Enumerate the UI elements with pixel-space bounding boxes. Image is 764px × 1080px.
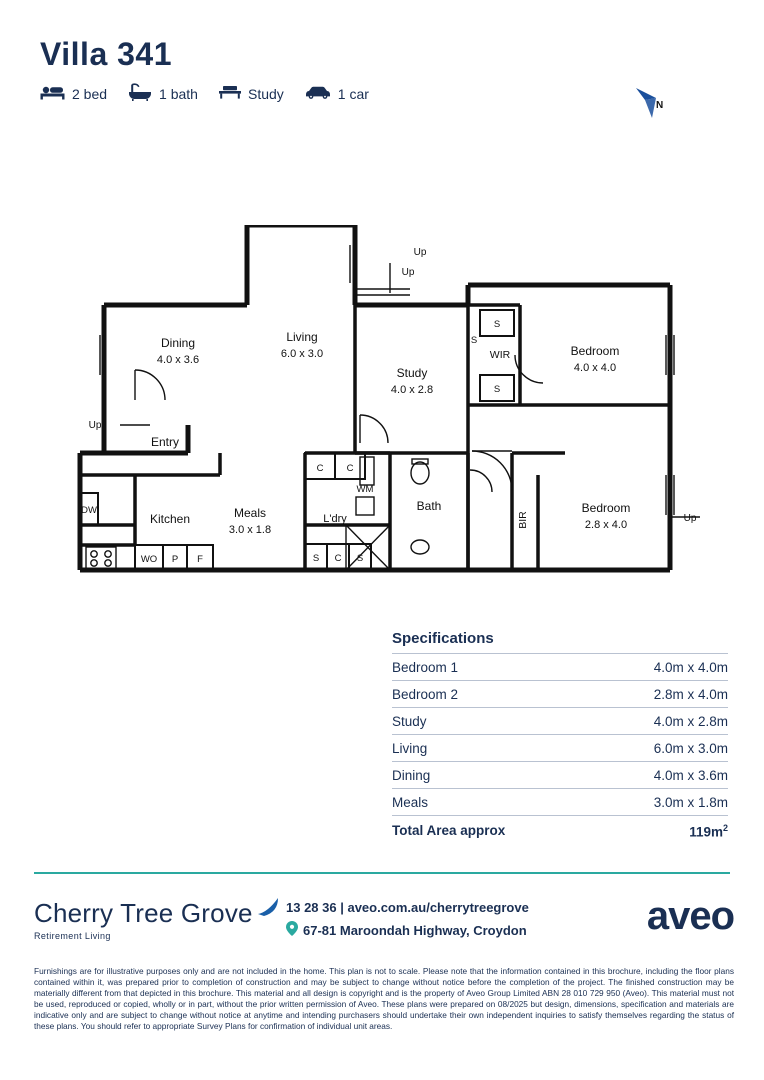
contact-address-row [286,921,529,939]
room-label-study: Study [396,366,428,380]
cupboard-label-s-2: S [356,553,364,564]
spec-row-total-area [392,816,728,845]
spec-row-bedroom-2 [392,681,728,708]
leaf-icon [256,896,282,923]
spec-label: Meals [392,795,429,810]
room-label-living: Living [286,330,318,344]
spec-row-bedroom-1 [392,654,728,681]
stair-up-label-3: Up [88,420,102,431]
page-title: Villa 341 [40,36,173,72]
bed-icon [40,84,66,103]
feature-row [40,83,383,104]
contact-address: 67-81 Maroondah Highway, Croydon [303,922,527,938]
room-label-entry: Entry [150,435,180,449]
stair-up-label-2: Up [401,267,415,278]
contact-block [286,900,529,939]
brand-tagline: Retirement Living [34,931,111,941]
room-label-bedroom-2: Bedroom [581,501,631,515]
specifications-table [392,630,728,845]
spec-value: 4.0m x 4.0m [653,660,728,675]
feature-bath-label: 1 bath [159,85,198,102]
feature-study [218,84,284,103]
room-label-meals: Meals [233,506,267,520]
cupboard-label-c-1: C [316,463,324,474]
room-label-wir: WIR [489,349,511,361]
cupboard-label-s-4: S [470,335,478,346]
room-label-bedroom-1: Bedroom [570,344,620,358]
specifications-title: Specifications [392,630,728,654]
appliance-label-wm: WM [356,484,374,495]
car-icon [304,84,332,103]
feature-bed [40,84,107,103]
brand-name: Cherry Tree Grove [34,898,253,928]
room-dims-living: 6.0 x 3.0 [280,348,324,360]
spec-row-study [392,708,728,735]
room-dims-meals: 3.0 x 1.8 [228,524,272,536]
appliance-label-wo: WO [140,554,158,565]
desk-icon [218,84,242,103]
stair-up-label-4: Up [683,513,697,524]
room-label-dining: Dining [160,336,196,350]
cupboard-label-c-3: C [334,553,342,564]
spec-value: 2.8m x 4.0m [653,687,728,702]
spec-total-unit: 2 [722,823,728,833]
stair-up-label-1: Up [413,247,427,258]
footer [34,890,734,960]
appliance-label-p: P [171,554,179,565]
room-dims-bedroom-1: 4.0 x 4.0 [573,362,617,374]
spec-label: Bedroom 1 [392,660,459,675]
contact-phone-web[interactable]: 13 28 36 | aveo.com.au/cherrytreegrove [286,900,529,915]
feature-car-label: 1 car [337,85,369,102]
compass-label: N [656,100,664,111]
room-dims-dining: 4.0 x 3.6 [156,354,200,366]
spec-value: 4.0m x 2.8m [653,714,728,729]
floor-plan [60,225,700,595]
cupboard-label-s-5: S [493,384,501,395]
spec-label: Bedroom 2 [392,687,459,702]
spec-label: Living [392,741,428,756]
feature-car [304,84,369,103]
map-pin-icon [286,921,298,939]
feature-study-label: Study [247,85,284,102]
spec-row-living [392,735,728,762]
cupboard-label-s-1: S [312,553,320,564]
appliance-label-dw: DW [81,505,97,516]
header [40,36,383,104]
room-label-bir: BIR [517,511,529,529]
room-label-bath: Bath [416,499,442,513]
spec-value: 6.0m x 3.0m [653,741,728,756]
spec-row-meals [392,789,728,816]
cupboard-label-c-2: C [346,463,354,474]
disclaimer-text: Furnishings are for illustrative purposes only and are not included in the home. This plan is not to scale. Please note that the information contained in this brochure, including the floor plans contained within it, was prepared prior to completion of construction and may be subject to change without notice before the completion of the project. The finished construction may be materially different from that depicted in this brochure. This material and all design is copyright and is the property of Aveo Group Limited ABN 28 010 729 950 (Aveo). This material must not be used, reproduced or copied, wholly or in part, without the prior written permission of Aveo. These plans were prepared on 08/2025 but design, dimensions, specification and materials are indicative only and are subject to change without notice at anytime and intending purchasers should undertake their own independent inquiries to satisfy themselves regarding the status of these plans. You should refer to appropriate Survey Plans for confirmation of individual unit areas. [34,966,734,1031]
floor-plan-svg [60,225,700,595]
feature-bath [127,83,198,104]
spec-label: Dining [392,768,431,783]
compass-north-icon [632,84,674,126]
spec-row-dining [392,762,728,789]
spec-total-value: $119m^2$ [689,823,728,840]
spec-label: Study [392,714,427,729]
room-dims-bedroom-2: 2.8 x 4.0 [584,519,628,531]
bath-icon [127,83,153,104]
spec-value: 3.0m x 1.8m [653,795,728,810]
feature-bed-label: 2 bed [72,85,108,102]
brand-block [34,898,253,941]
aveo-logo: aveo [646,894,734,938]
room-dims-study: 4.0 x 2.8 [390,384,434,396]
footer-divider [34,872,730,874]
appliance-label-f: F [197,554,203,565]
spec-total-label: Total Area approx [392,823,506,838]
room-label-laundry: L'dry [323,513,347,525]
room-label-kitchen: Kitchen [149,512,191,526]
cupboard-label-s-3: S [493,319,501,330]
spec-value: 4.0m x 3.6m [653,768,728,783]
